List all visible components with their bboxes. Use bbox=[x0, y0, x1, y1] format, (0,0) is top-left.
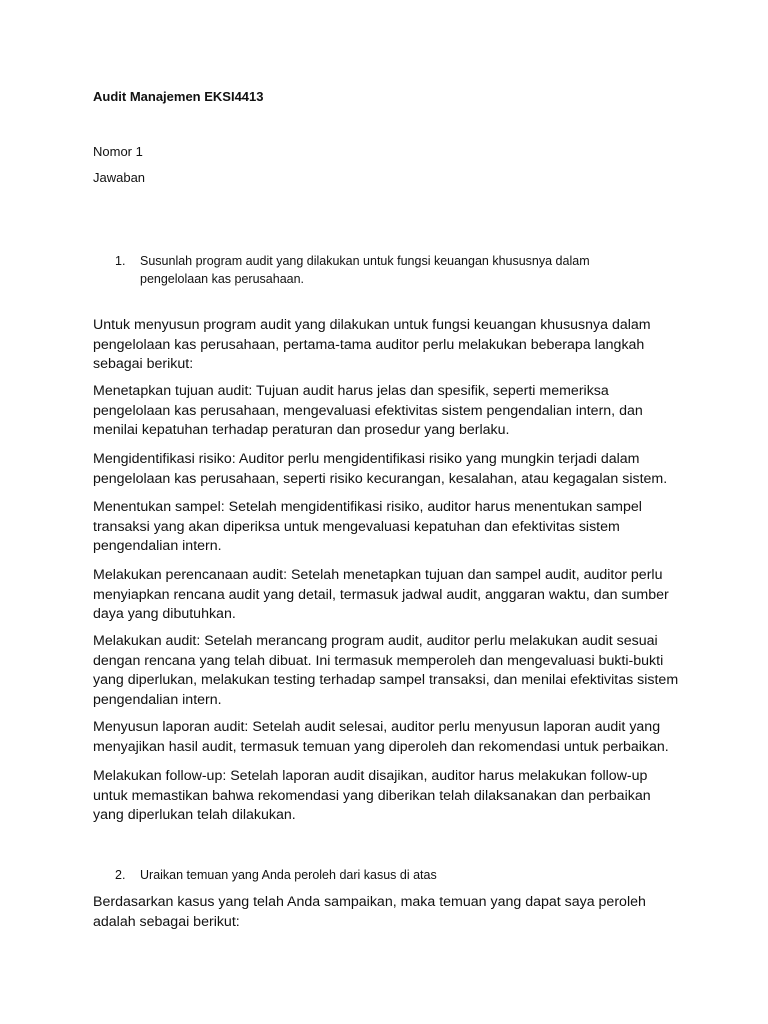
paragraph-identifikasi-risiko: Mengidentifikasi risiko: Auditor perlu mengidentifikasi risiko yang mungkin terjadi dalam pengelolaan kas perusahaan, seperti risiko kecurangan, kesalahan, atau kegagalan sistem. bbox=[93, 451, 668, 487]
question-item-number: 1. bbox=[115, 254, 126, 268]
question-item-text: Uraikan temuan yang Anda peroleh dari kasus di atas bbox=[140, 868, 437, 882]
paragraph-tujuan-audit: Menetapkan tujuan audit: Tujuan audit harus jelas dan spesifik, seperti memeriksa pengelolaan kas perusahaan, mengevaluasi efektivitas sistem pengendalian intern, dan menilai kepatuhan terhadap peraturan dan prosedur yang berlaku. bbox=[93, 383, 643, 439]
paragraph-follow-up: Melakukan follow-up: Setelah laporan audit disajikan, auditor harus melakukan follow-up untuk memastikan bahwa rekomendasi yang diberikan telah dilaksanakan dan perbaikan yang diperlukan telah dilakukan. bbox=[93, 768, 651, 824]
document-title: Audit Manajemen EKSI4413 bbox=[93, 89, 264, 104]
question-item-1 bbox=[115, 252, 635, 288]
paragraph-perencanaan-audit: Melakukan perencanaan audit: Setelah menetapkan tujuan dan sampel audit, auditor perlu menyiapkan rencana audit yang detail, termasuk jadwal audit, anggaran waktu, dan sumber daya yang dibutuhkan. bbox=[93, 567, 669, 623]
question-item-number: 2. bbox=[115, 868, 126, 882]
question-item-text: Susunlah program audit yang dilakukan untuk fungsi keuangan khususnya dalam pengelolaan kas perusahaan. bbox=[140, 254, 590, 286]
answer-label: Jawaban bbox=[93, 170, 146, 185]
question-number-label: Nomor 1 bbox=[93, 144, 143, 159]
question-item-2 bbox=[115, 866, 635, 884]
paragraph-laporan-audit: Menyusun laporan audit: Setelah audit selesai, auditor perlu menyusun laporan audit yang menyajikan hasil audit, termasuk temuan yang diperoleh dan rekomendasi untuk perbaikan. bbox=[93, 719, 669, 755]
paragraph-intro: Untuk menyusun program audit yang dilakukan untuk fungsi keuangan khususnya dalam pengelolaan kas perusahaan, pertama-tama auditor perlu melakukan beberapa langkah sebagai berikut: bbox=[93, 317, 651, 373]
paragraph-melakukan-audit: Melakukan audit: Setelah merancang program audit, auditor perlu melakukan audit sesuai dengan rencana yang telah dibuat. Ini termasuk memperoleh dan mengevaluasi bukti-bukti yang diperlukan, melakukan testing terhadap sampel transaksi, dan menilai efektivitas sistem pengendalian intern. bbox=[93, 633, 679, 708]
paragraph-temuan: Berdasarkan kasus yang telah Anda sampaikan, maka temuan yang dapat saya peroleh adalah sebagai berikut: bbox=[93, 894, 646, 930]
paragraph-menentukan-sampel: Menentukan sampel: Setelah mengidentifikasi risiko, auditor harus menentukan sampel transaksi yang akan diperiksa untuk mengevaluasi kepatuhan dan efektivitas sistem pengendalian intern. bbox=[93, 499, 642, 555]
